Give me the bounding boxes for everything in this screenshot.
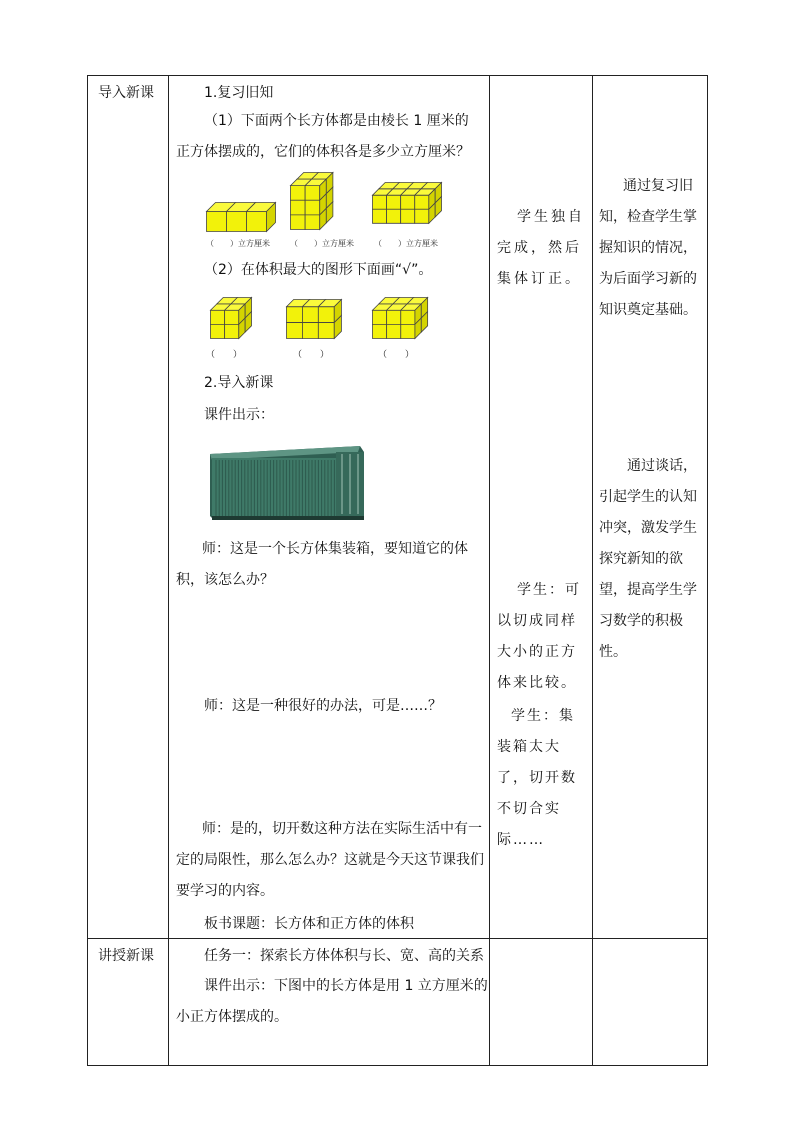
design-intent-1: 通过复习旧知，检查学生掌握知识的情况，为后面学习新的知识奠定基础。: [599, 178, 697, 318]
teacher-explanation: 师：是的，切开数这种方法在实际生活中有一定的局限性，那么怎么办？这就是今天这节课我们要学习的内容。: [176, 821, 484, 899]
cuboid-figure-3x2x1: [286, 299, 344, 339]
task-1-courseware: 课件出示：下图中的长方体是用 1 立方厘米的小正方体摆成的。: [176, 978, 488, 1025]
row-label-intro: 导入新课: [98, 85, 154, 101]
table-border-right: [707, 75, 708, 1066]
cuboid-figure-3x2x2: [372, 297, 436, 339]
table-divider-2: [489, 75, 490, 1066]
volume-caption-1: （ ）立方厘米: [206, 239, 270, 248]
table-row-divider: [87, 938, 708, 939]
student-activity-3: 学生：集装箱太大了，切开数不切合实际……: [497, 708, 577, 848]
student-activity-2: 学生：可以切成同样大小的正方体来比较。: [497, 582, 581, 691]
cuboid-figure-4x2x2: [372, 182, 442, 230]
table-border-top: [87, 75, 708, 76]
intro-heading: 2.导入新课: [204, 375, 274, 391]
cuboid-figure-2x2x2: [210, 297, 260, 339]
design-intent-2: 通过谈话，引起学生的认知冲突，激发学生探究新知的欲望，提高学生学习数学的积极性。: [599, 458, 697, 660]
student-activity-1: 学生独自完成，然后集体订正。: [497, 209, 585, 287]
courseware-label: 课件出示：: [204, 407, 274, 423]
review-heading: 1.复习旧知: [204, 85, 274, 101]
teacher-question-1: 师：这是一个长方体集装箱，要知道它的体积，该怎么办？: [176, 541, 468, 588]
check-caption-3: （ ）: [378, 350, 415, 360]
cuboid-figure-2x3x2: [290, 172, 346, 230]
task-1-heading: 任务一：探索长方体体积与长、宽、高的关系: [204, 948, 484, 964]
question-2: （2）在体积最大的图形下面画“√”。: [204, 262, 433, 278]
table-divider-3: [592, 75, 593, 1066]
check-caption-2: （ ）: [293, 350, 330, 360]
check-caption-1: （ ）: [206, 350, 243, 360]
board-title: 板书课题：长方体和正方体的体积: [204, 916, 414, 932]
shipping-container-image: [208, 442, 368, 522]
table-border-bottom: [87, 1065, 708, 1066]
row-label-new-lesson: 讲授新课: [98, 948, 154, 964]
teacher-question-2: 师：这是一种很好的办法，可是……？: [204, 698, 442, 714]
table-divider-1: [168, 75, 169, 1066]
table-border-left: [87, 75, 88, 1066]
cuboid-figure-1x3: [206, 202, 276, 232]
volume-caption-2: （ ）立方厘米: [290, 239, 354, 248]
volume-caption-3: （ ）立方厘米: [374, 239, 438, 248]
question-1: （1）下面两个长方体都是由棱长 1 厘米的正方体摆成的，它们的体积各是多少立方厘米？: [176, 113, 470, 160]
